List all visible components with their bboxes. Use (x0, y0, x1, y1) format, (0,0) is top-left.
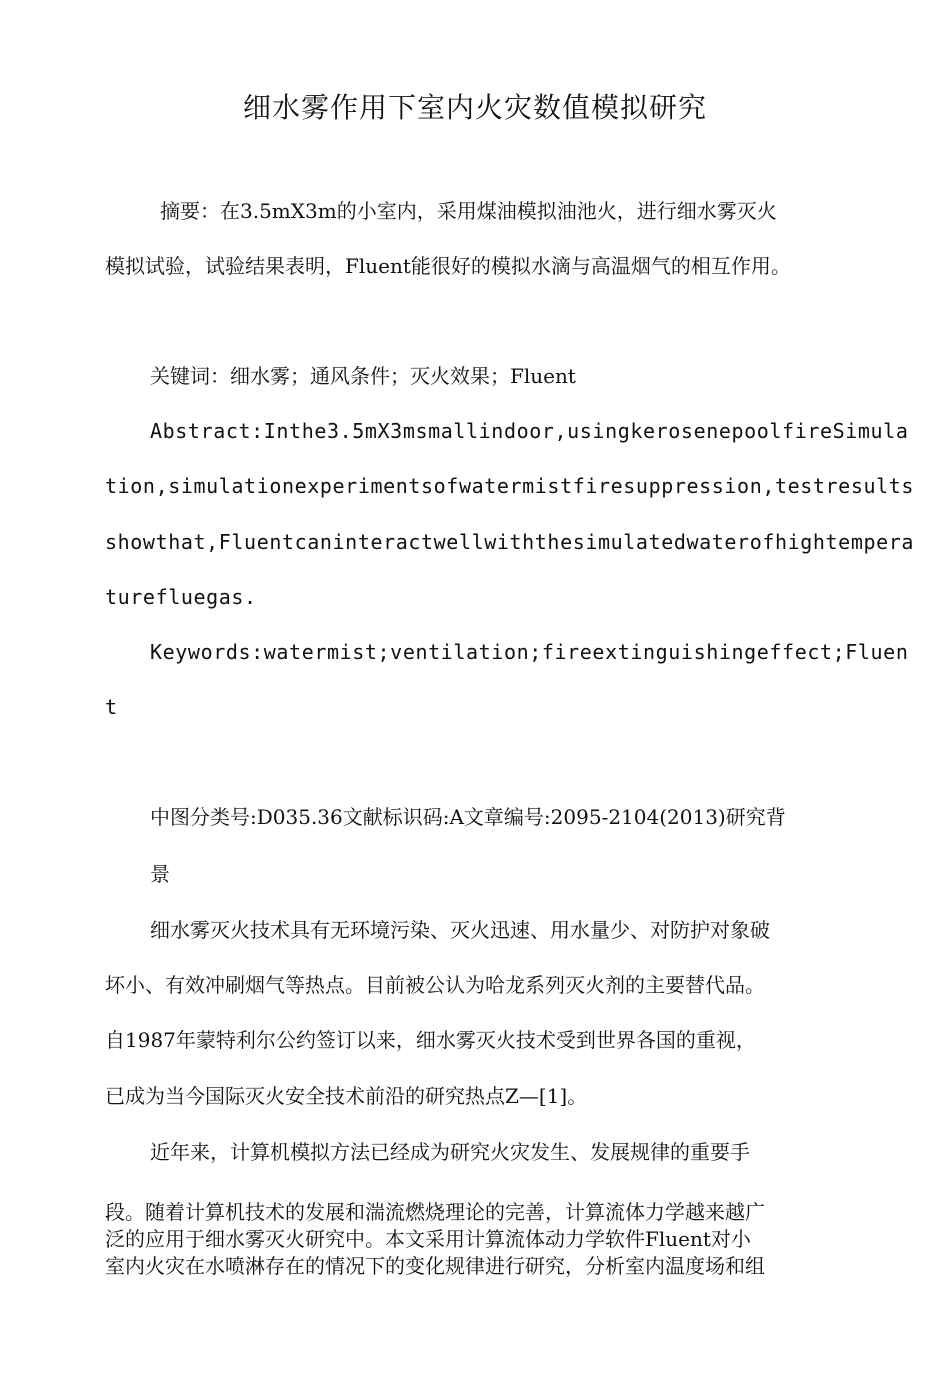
keywords-cn: 关键词：细水雾；通风条件；灭火效果；Fluent (150, 364, 576, 388)
abstract-en-line-2: tion,simulationexperimentsofwatermistfiresuppression,testresults (105, 474, 915, 498)
classification-line-2: 景 (150, 862, 170, 886)
paragraph-2-line-1: 近年来，计算机模拟方法已经成为研究火灾发生、发展规律的重要手 (150, 1140, 750, 1164)
keywords-en-line-1: Keywords:watermist;ventilation;fireextinguishingeffect;Fluen (150, 640, 909, 664)
paragraph-2-line-3: 泛的应用于细水雾灭火研究中。本文采用计算流体动力学软件Fluent对小 (105, 1227, 751, 1251)
abstract-cn-line-2: 模拟试验，试验结果表明，Fluent能很好的模拟水滴与高温烟气的相互作用。 (105, 254, 791, 278)
paragraph-1-line-3: 自1987年蒙特利尔公约签订以来，细水雾灭火技术受到世界各国的重视， (105, 1028, 756, 1052)
abstract-en-line-3: showthat,Fluentcaninteractwellwiththesimulatedwaterofhightempera (105, 530, 915, 554)
paragraph-1-line-2: 坏小、有效冲刷烟气等热点。目前被公认为哈龙系列灭火剂的主要替代品。 (105, 973, 765, 997)
classification-line-1: 中图分类号:D035.36文献标识码:A文章编号:2095-2104(2013)研究背 (150, 805, 786, 829)
abstract-cn-line-1: 摘要：在3.5mX3m的小室内，采用煤油模拟油池火，进行细水雾灭火 (160, 199, 777, 223)
abstract-en-line-4: turefluegas. (105, 585, 257, 609)
paragraph-1-line-4: 已成为当今国际灭火安全技术前沿的研究热点Z—[1]。 (105, 1084, 588, 1108)
abstract-en-line-1: Abstract:Inthe3.5mX3msmallindoor,usingkerosenepoolfireSimula (150, 419, 909, 443)
paragraph-1-line-1: 细水雾灭火技术具有无环境污染、灭火迅速、用水量少、对防护对象破 (150, 918, 770, 942)
page-title: 细水雾作用下室内火灾数值模拟研究 (242, 91, 707, 124)
paragraph-2-line-4: 室内火灾在水喷淋存在的情况下的变化规律进行研究，分析室内温度场和组 (105, 1254, 765, 1278)
keywords-en-line-2: t (105, 695, 118, 719)
paragraph-2-line-2: 段。随着计算机技术的发展和湍流燃烧理论的完善，计算流体力学越来越广 (105, 1200, 765, 1224)
